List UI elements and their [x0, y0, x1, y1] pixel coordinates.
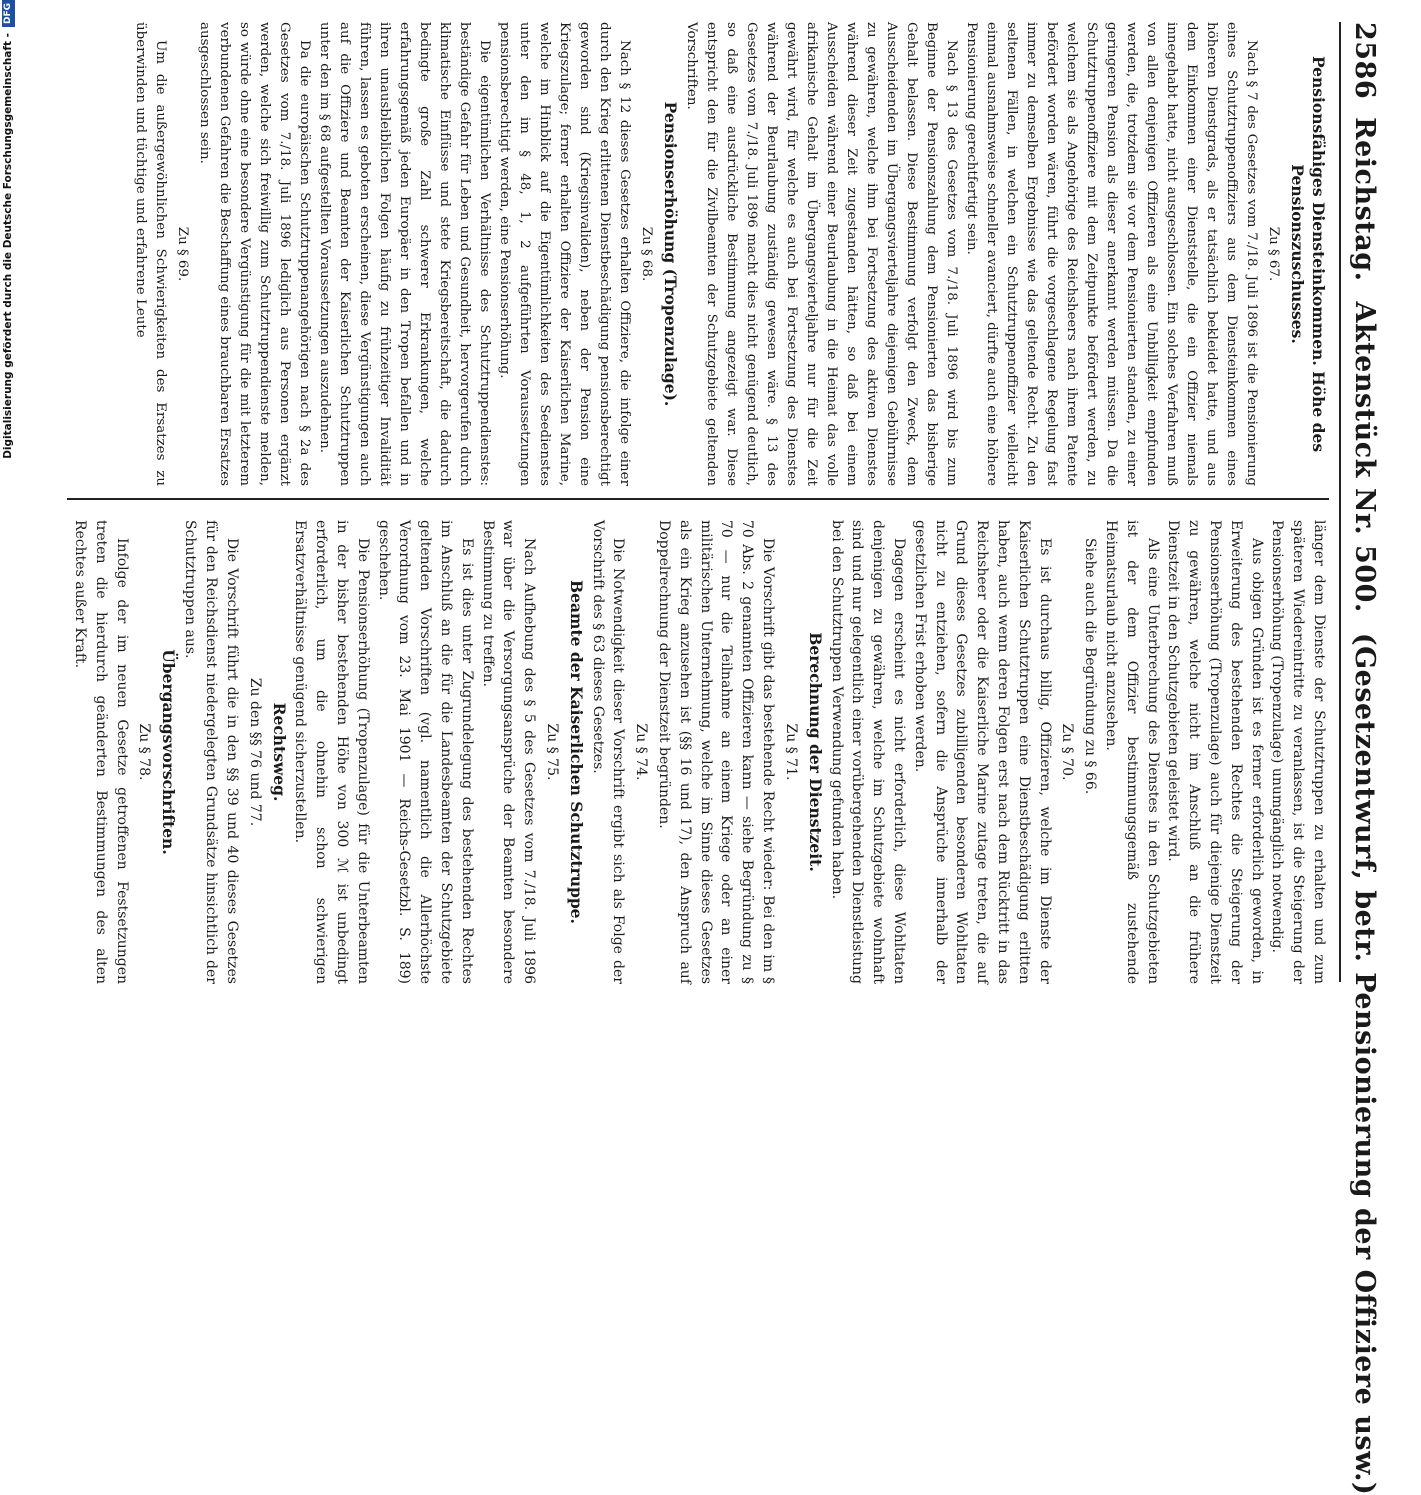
paragraph: Die Vorschrift führt die in den §§ 39 und 40 dieses Gesetzes für den Reichsdienst niedergelegten Grundsätze hinsichtlich der Schutztruppen aus.	[182, 520, 240, 984]
document-title: (Gesetzentwurf, betr. Pensionierung der Offiziere usw.)	[1349, 632, 1381, 1495]
section-reference: Zu § 69.	[175, 226, 190, 282]
right-column	[69, 520, 1329, 984]
section-reference: Zu § 71.	[782, 723, 799, 781]
publication-name: Reichstag.	[1349, 117, 1381, 282]
paragraph: Nach § 13 des Gesetzes vom 7./18. Juli 1896 wird bis zum Beginne der Pensionszahlung dem Pensionierten das bisherige Gehalt belassen. Diese Bestimmung verfolgt den Zweck, dem Ausscheidenden im Übergangsvierteljahre diejenigen Gebührnisse zu gewähren, welche ihm bei Fortsetzung des aktiven Dienstes während dieser Zeit zugestanden hätten, so daß bei einem Ausscheiden während einer Beurlaubung in die Heimat das volle afrikanische Gehalt im Übergangsvierteljahre nur für die Zeit gewährt wird, für welche es auch bei Fortsetzung des Dienstes während der Beurlaubung zuständig gewesen wäre. § 13 des Gesetzes vom 7./18. Juli 1896 macht dies nicht genügend deutlich, so daß eine ausdrückliche Bestimmung angezeigt war. Diese entspricht den für die Zivilbeamten der Schutzgebiete geltenden Vorschriften.	[684, 22, 959, 486]
paragraph: Aus obigen Gründen ist es ferner erforderlich geworden, in Erweiterung des bestehenden Rechtes die Steigerung der Pensionserhöhung (Tropenzulage) auch für diejenige Dienstzeit zu gewähren, welche nicht im Anschluß an die frühere Dienstzeit in den Schutzgebieten geleistet wird.	[1165, 520, 1265, 984]
paragraph: Als eine Unterbrechung des Dienstes in den Schutzgebieten ist der dem Offizier bestimmungsgemäß zustehende Heimatsurlaub nicht anzusehen.	[1103, 520, 1161, 984]
section-heading: Übergangsvorschriften.	[159, 649, 179, 855]
section-heading: Beamte der Kaiserlichen Schutztruppe.	[566, 580, 586, 924]
paragraph: Die eigentümlichen Verhältnisse des Schutztruppendienstes: beständige Gefahr für Leben und Gesundheit, hervorgerufen durch klimatische Einflüsse und stete Kriegsbereitschaft, die dadurch bedingte große Zahl schwerer Erkrankungen, welche erfahrungsgemäß jeden Europäer in den Tropen befallen und in ihren unausbleiblichen Folgen häufig zu frühzeitiger Invalidität führen, lassen es geboten erscheinen, diese Vergünstigungen auch auf die Offiziere und Beamten der Kaiserlichen Schutztruppen unter den im § 68 aufgestellten Voraussetzungen auszudehnen.	[317, 22, 492, 486]
section-heading: Pensionsfähiges Diensteinkommen. Höhe des Pensionszuschusses.	[1288, 55, 1328, 453]
digitization-footer	[0, 0, 16, 1000]
section-heading: Berechnung der Dienstzeit.	[805, 632, 825, 872]
section-reference: Zu § 70.	[1059, 723, 1076, 781]
left-column	[130, 22, 1329, 486]
paragraph: Da die europäischen Schutztruppenangehörigen nach § 2a des Gesetzes vom 7./18. Juli 1896 lediglich aus Personen ergänzt werden, welche sich freiwillig zum Schutztruppendienste melden, so würde ohne eine besondere Vergünstigung für die mit letzterem verbundenen Gefahren die Beschaffung eines brauchbaren Ersatzes ausgeschlossen sein.	[197, 22, 312, 487]
column-divider	[67, 498, 1329, 500]
paragraph: Nach Aufhebung des § 5 des Gesetzes vom 7./18. Juli 1896 war über die Versorgungsansprüche der Beamten besondere Bestimmung zu treffen.	[479, 520, 538, 984]
paragraph: länger dem Dienste der Schutztruppen zu erhalten und zum späteren Wiedereintritte zu veranlassen, ist die Steigerung der Pensionserhöhung (Tropenzulage) unumgänglich notwendig.	[1269, 520, 1327, 984]
section-reference: Zu § 75.	[543, 723, 560, 781]
dfg-logo: DFG	[2, 0, 15, 27]
paragraph: Nach § 7 des Gesetzes vom 7./18. Juli 1896 ist die Pensionierung eines Schutztruppenoffiziers aus dem Diensteinkommen eines höheren Dienstgrads, als er tatsächlich bekleidet hatte, und aus dem Einkommen einer Dienststelle, die ein Offizier niemals innegehabt hatte, nicht ausgeschlossen. Ein solches Verfahren muß von allen denjenigen Offizieren als eine Unbilligkeit empfunden werden, die, trotzdem sie vor dem Pensionierten standen, zu einer geringeren Pension als dieser anerkannt werden müssen. Da die Schutztruppenoffiziere mit dem Zeitpunkte befördert werden, zu welchem sie als Angehörige des Reichsheers nach ihrem Patente befördert worden wären, führt die vorgeschlagene Regelung fast immer zu demselben Ergebnisse wie das geltende Recht. Zu den seltenen Fällen, in welchen ein Schutztruppenoffizier vielleicht einmal ausnahmsweise schneller avanciert, dürfte auch eine höhere Pensionierung gerechtfertigt sein.	[964, 22, 1259, 486]
paragraph: Um die außergewöhnlichen Schwierigkeiten des Ersatzes zu überwinden und tüchtige und erfahrene Leute	[133, 22, 168, 486]
section-heading: Pensionserhöhung (Tropenzulage).	[661, 101, 680, 407]
paragraph: Es ist dies unter Zugrundelegung des bestehenden Rechtes im Anschluß an die für die Landesbeamten der Schutzgebiete geltenden Vorschriften (vgl. namentlich die Allerhöchste Verordnung vom 23. Mai 1901 — Reichs-Gesetzbl. S. 189) geschehen.	[375, 520, 475, 984]
section-reference: Zu § 74.	[633, 723, 650, 781]
paragraph: Die Pensionserhöhung (Tropenzulage) für die Unterbeamten in der bisher bestehenden Höhe von 300 ℳ ist unbedingt erforderlich, um die ohnehin schon schwierigen Ersatzverhältnisse genügend sicherzustellen.	[292, 520, 371, 984]
paragraph: Es ist durchaus billig, Offizieren, welche im Dienste der Kaiserlichen Schutztruppen eine Dienstbeschädigung erlitten haben, auch wenn deren Folgen erst nach dem Rücktritt in das Reichsheer oder die Kaiserliche Marine zutage treten, die auf Grund dieses Gesetzes zubilligenden besonderen Wohltaten nicht zu entziehen, sofern die Ansprüche innerhalb der gesetzlichen Frist erhoben werden.	[911, 520, 1053, 984]
section-heading: Rechtsweg.	[269, 702, 289, 802]
paragraph: Infolge der im neuen Gesetze getroffenen Festsetzungen treten die hierdurch geänderten Bestimmungen des alten Rechtes außer Kraft.	[71, 520, 130, 984]
page-number: 2586	[1349, 22, 1381, 100]
section-reference: Zu § 67.	[1266, 226, 1281, 282]
paragraph: Dagegen erscheint es nicht erforderlich, diese Wohltaten denjenigen zu gewähren, welche im Schutzgebiete wohnhaft sind und nur gelegentlich einer vorübergehenden Dienstleistung bei den Schutztruppen Verwendung gefunden haben.	[828, 520, 908, 984]
document-number: Aktenstück Nr. 500.	[1349, 301, 1381, 613]
paragraph: Die Notwendigkeit dieser Vorschrift ergibt sich als Folge der Vorschrift des § 63 dieses Gesetzes.	[589, 520, 627, 984]
header-rule	[1339, 22, 1341, 982]
paragraph: Siehe auch die Begründung zu § 66.	[1082, 538, 1099, 795]
section-reference: Zu den §§ 76 und 77.	[246, 677, 263, 827]
paragraph: Die Vorschrift gibt das bestehende Recht wieder: Bei den im § 70 Abs. 2 genannten Offizieren kann — siehe Begründung zu § 70 — nur die Teilnahme an einem Kriege oder an einer militärischen Unternehmung, welche im Sinne dieses Gesetzes als ein Krieg anzusehen ist (§§ 16 und 17), den Anspruch auf Doppelrechnung der Dienstzeit begründen.	[656, 520, 777, 984]
footer-text: Digitalisierung gefördert durch die Deutsche Forschungsgemeinschaft -	[2, 33, 14, 459]
section-reference: Zu § 78.	[136, 723, 153, 781]
section-reference: Zu § 68.	[639, 226, 654, 282]
paragraph: Nach § 12 dieses Gesetzes erhalten Offiziere, die infolge einer durch den Krieg erlittenen Dienstbeschädigung pensionsberechtigt geworden sind (Kriegsinvaliden), neben der Pension eine Kriegszulage; ferner erhalten Offiziere der Kaiserlichen Marine, welche im Hinblick auf die Eigentümlichkeiten des Seedienstes unter den im § 48, 1, 2 aufgeführten Voraussetzungen pensionsberechtigt werden, eine Pensionserhöhung.	[497, 22, 632, 486]
page-header	[1345, 22, 1385, 1495]
